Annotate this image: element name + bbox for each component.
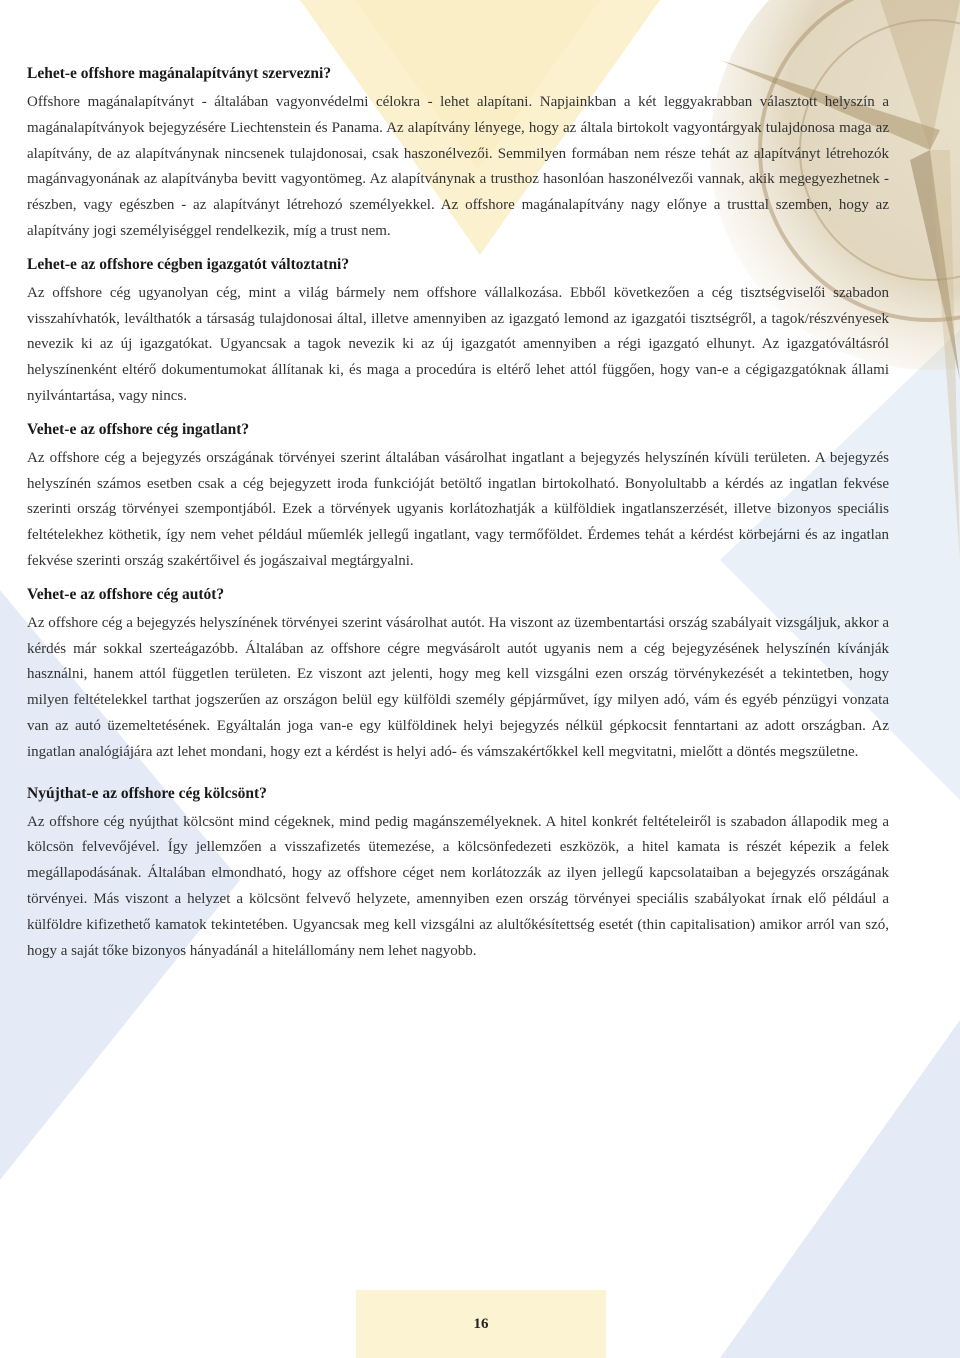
section-paragraph: Az offshore cég a bejegyzés országának törvényei szerint általában vásárolhat ingatlant a bejegyzés helyszínén kívüli területen. A bejegyzés helyszínén számos esetben csak a cég bejegyzett iroda funkcióját betöltő ingatlan birtokolható. Bonyolultabb a kérdés az ingatlan fekvése szerinti ország törvényei szempontjából. Ezek a törvények ugyanis korlátozhatják a külföldiek ingatlanszerzését, illetve bizonyos speciális feltételekhez köthetik, így nem vehet például műemlék jellegű ingatlant, vagy termőföldet. Érdemes tehát a kérdést körbejárni és az ingatlan fekvése szerinti ország szakértőivel és jogászaival megtárgyalni. <box>27 449 889 569</box>
section-loan <box>27 784 889 965</box>
section-heading: Vehet-e az offshore cég autót? <box>27 585 225 603</box>
section-spacer <box>27 776 889 784</box>
section-paragraph: Az offshore cég nyújthat kölcsönt mind cégeknek, mind pedig magánszemélyeknek. A hitel konkrét feltételeiről is szabadon állapodik meg a kölcsön felvevőjével. Így jellemzően a visszafizetés ütemezése, a kölcsönfedezeti eszközök, a hitel kamata is részét képezik a felek megállapodásának. Általában elmondható, hogy az offshore céget nem korlátozzák az ilyen jellegű kapcsolataiban a bejegyzés országának törvényei. Más viszont a helyzet a kölcsönt felvevő helyzete, amennyiben ezen ország törvényei speciális szabályokat írnak elő például a külföldre kifizethető kamatok tekintetében. Ugyancsak meg kell vizsgálni az alultőkésítettség esetét (thin capitalisation) amikor arról van szó, hogy a saját tőke bizonyos hányadánál a hitelállomány nem lehet nagyobb. <box>27 813 889 959</box>
section-private-foundation <box>27 64 889 245</box>
section-heading: Nyújthat-e az offshore cég kölcsönt? <box>27 784 267 802</box>
section-paragraph: Az offshore cég a bejegyzés helyszínének törvényei szerint vásárolhat autót. Ha viszont az üzembentartási ország szabályait vizsgáljuk, akkor a kérdés már sokkal szerteágazóbb. Általában az offshore cégre megvásárolt autót ugyanis nem a cég bejegyzésének helyszínén kívánják használni, hanem attól független területen. Ez viszont azt jelenti, hogy meg kell vizsgálni ezen ország törvénykezését a tekintetben, hogy milyen feltételekkel tarthat jogszerűen az országon belül egy külföldi személy gépjárművet, így milyen adó, vám és egyéb pénzügyi vonzata van az autó üzemeltetésének. Egyáltalán joga van-e egy külföldinek helyi bejegyzés nélkül gépkocsit fenntartani az adott országban. Az ingatlan analógiájára azt lehet mondani, hogy ezt a kérdést is helyi adó- és vámszakértőkkel kell megvitatni, mielőtt a döntés megszületne. <box>27 614 889 760</box>
page-number-box <box>356 1290 606 1358</box>
page-number: 16 <box>473 1315 489 1332</box>
document-body <box>27 64 889 974</box>
section-paragraph: Offshore magánalapítványt - általában vagyonvédelmi célokra - lehet alapítani. Napjainkban a két leggyakrabban választott helyszín a magánalapítványok bejegyzésére Liechtenstein és Panama. Az alapítvány lényege, hogy az általa birtokolt vagyontárgyak tulajdonosa maga az alapítvány, de az alapítványnak nincsenek tulajdonosai, csak haszonélvezői. Semmilyen formában nem része tehát az alapítványt létrehozók magánvagyonának az alapítványba bevitt vagyontömeg. Az alapítványnak a trusthoz hasonlóan haszonélvezői vannak, akik megegyezhetnek - részben, vagy egészben - az alapítványt létrehozó személyekkel. Az offshore magánalapítvány nagy előnye a trusttal szemben, hogy az alapítvány jogi személyiséggel rendelkezik, míg a trust nem. <box>27 94 889 239</box>
section-car <box>27 585 889 766</box>
section-real-estate <box>27 420 889 575</box>
section-heading: Lehet-e offshore magánalapítványt szervezni? <box>27 65 332 82</box>
section-paragraph: Az offshore cég ugyanolyan cég, mint a világ bármely nem offshore vállalkozása. Ebből következően a cég tisztségviselői szabadon visszahívhatók, leválthatók a társaság tulajdonosai által, illetve amennyiben az igazgató lemond az igazgatói tisztségről, a tagok/részvényesek nevezik ki az új igazgatókat. Ugyancsak a tagok nevezik ki az új igazgatót amennyiben a régi igazgató elhunyt. Az igazgatóváltásról helyszínenként eltérő dokumentumokat állítanak ki, és maga a procedúra is eltérő lehet attól függően, hogy van-e a cégigazgatóknak állami nyilvántartása, vagy nincs. <box>27 284 889 404</box>
lower-right-blue-triangle <box>720 1020 960 1358</box>
section-heading: Lehet-e az offshore cégben igazgatót változtatni? <box>27 255 350 273</box>
section-director-change <box>27 255 889 410</box>
section-heading: Vehet-e az offshore cég ingatlant? <box>27 420 250 438</box>
